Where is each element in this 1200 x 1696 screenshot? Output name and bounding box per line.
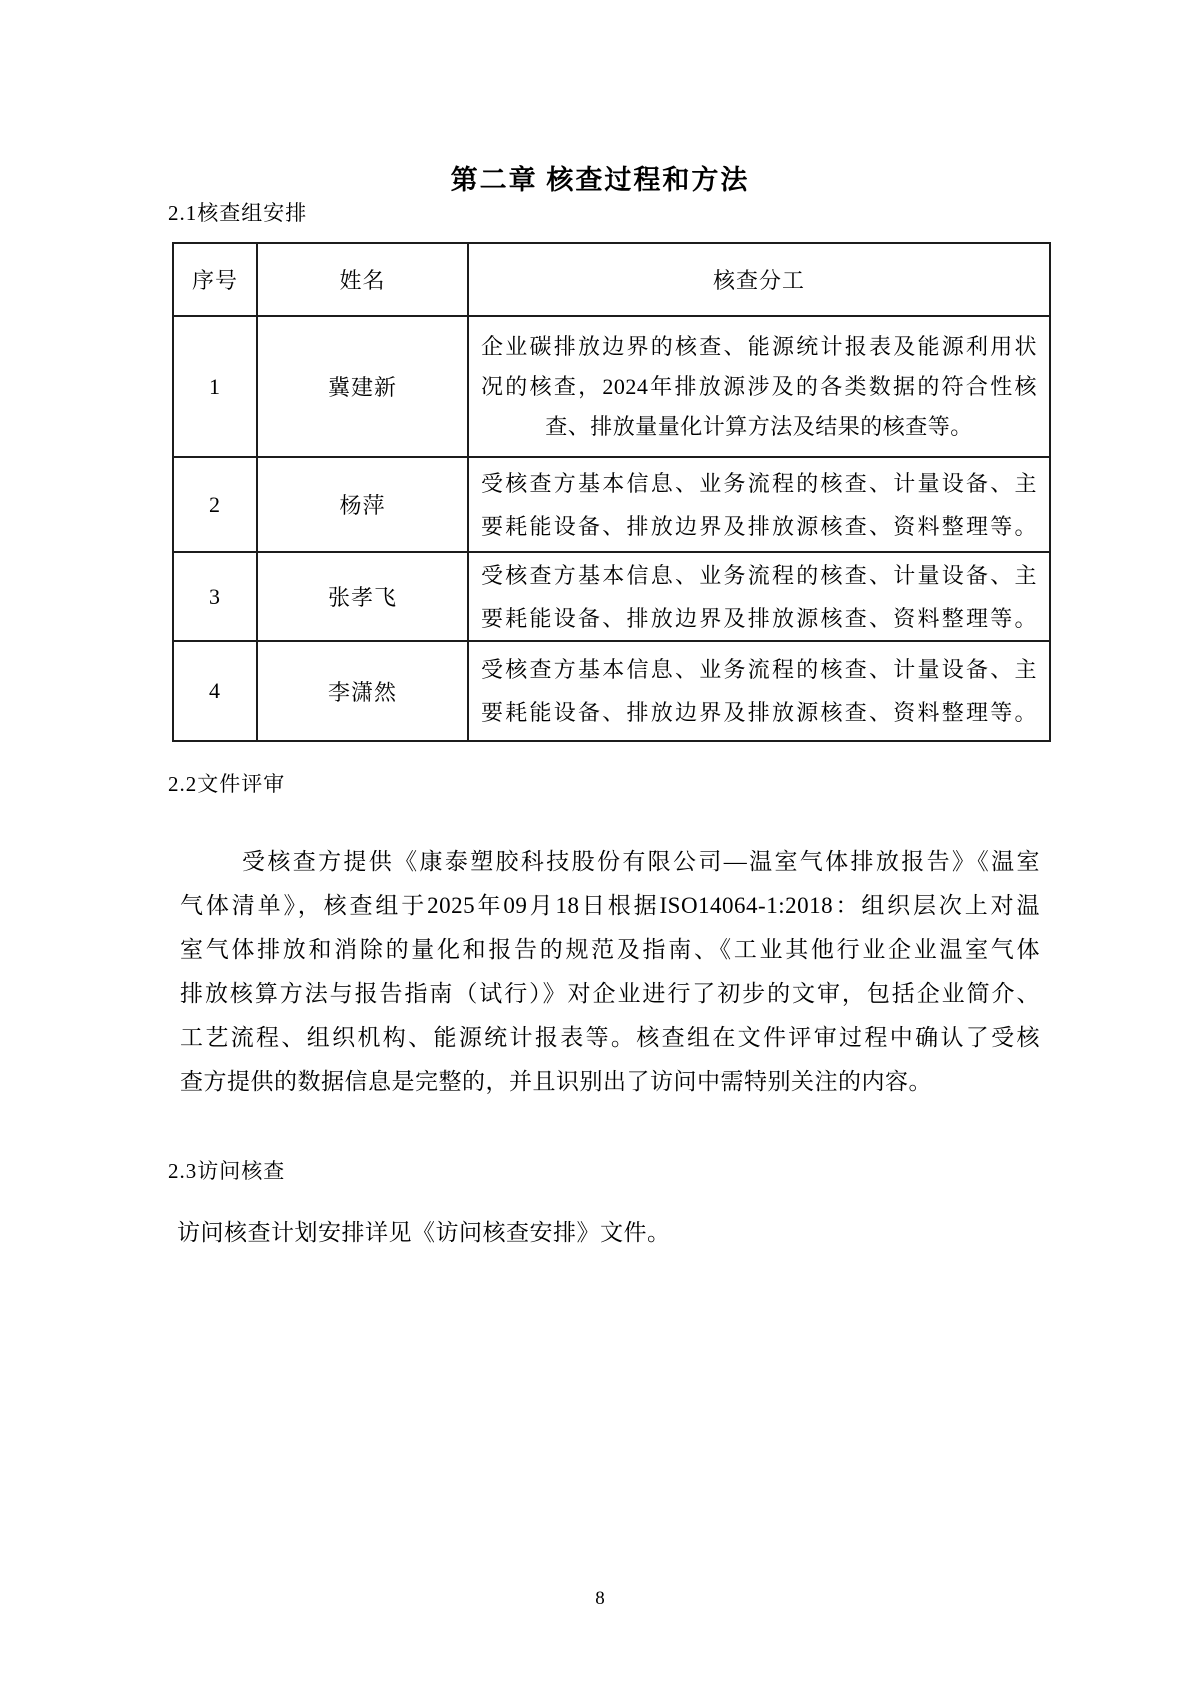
page-number: 8 <box>595 1588 605 1609</box>
row-duty <box>468 457 1050 552</box>
header-cell-name: 姓名 <box>257 243 468 316</box>
table-row <box>173 316 1050 457</box>
table-header-row <box>173 243 1050 316</box>
duty-line: 受核查方基本信息、业务流程的核查、计量设备、主 <box>481 657 1037 682</box>
page-title: 第二章 核查过程和方法 <box>450 165 750 195</box>
paragraph-line: 室气体排放和消除的量化和报告的规范及指南、《工业其他行业企业温室气体 <box>180 937 1040 962</box>
paragraph-line: 排放核算方法与报告指南（试行）》对企业进行了初步的文审，包括企业简介、 <box>180 981 1040 1006</box>
visit-verification-text: 访问核查计划安排详见《访问核查安排》文件。 <box>177 1220 671 1245</box>
row-no: 2 <box>173 457 257 552</box>
table-row <box>173 552 1050 641</box>
document-review-paragraph <box>180 840 1040 1104</box>
duty-line: 受核查方基本信息、业务流程的核查、计量设备、主 <box>481 562 1037 588</box>
row-no: 4 <box>173 641 257 741</box>
duty-line: 要耗能设备、排放边界及排放源核查、资料整理等。 <box>481 700 1037 725</box>
duty-line: 受核查方基本信息、业务流程的核查、计量设备、主 <box>481 470 1037 496</box>
duty-line: 查、排放量量化计算方法及结果的核查等。 <box>545 413 973 439</box>
duty-line: 企业碳排放边界的核查、能源统计报表及能源利用状 <box>481 333 1037 359</box>
table-row <box>173 457 1050 552</box>
duty-line: 要耗能设备、排放边界及排放源核查、资料整理等。 <box>481 513 1037 539</box>
row-duty <box>468 316 1050 457</box>
header-cell-no: 序号 <box>173 243 257 316</box>
table-row <box>173 641 1050 741</box>
paragraph-line: 气体清单》，核查组于2025年09月18日根据ISO14064-1:2018：组织层次上对温 <box>180 893 1040 918</box>
row-name: 张孝飞 <box>257 552 468 641</box>
row-name: 杨萍 <box>257 457 468 552</box>
verification-team-table <box>172 242 1051 742</box>
row-duty <box>468 641 1050 741</box>
paragraph-line: 受核查方提供《康泰塑胶科技股份有限公司—温室气体排放报告》《温室 <box>242 849 1040 874</box>
duty-line: 况的核查，2024年排放源涉及的各类数据的符合性核 <box>481 373 1037 399</box>
row-no: 3 <box>173 552 257 641</box>
duty-line: 要耗能设备、排放边界及排放源核查、资料整理等。 <box>481 605 1037 631</box>
section-heading-2-1: 2.1核查组安排 <box>168 201 308 225</box>
paragraph-line: 工艺流程、组织机构、能源统计报表等。核查组在文件评审过程中确认了受核 <box>180 1025 1040 1050</box>
section-heading-2-3: 2.3访问核查 <box>168 1159 286 1183</box>
row-name: 冀建新 <box>257 316 468 457</box>
row-duty <box>468 552 1050 641</box>
row-name: 李潇然 <box>257 641 468 741</box>
row-no: 1 <box>173 316 257 457</box>
paragraph-line: 查方提供的数据信息是完整的，并且识别出了访问中需特别关注的内容。 <box>180 1069 932 1094</box>
section-heading-2-2: 2.2文件评审 <box>168 772 286 796</box>
header-cell-duty: 核查分工 <box>468 243 1050 316</box>
